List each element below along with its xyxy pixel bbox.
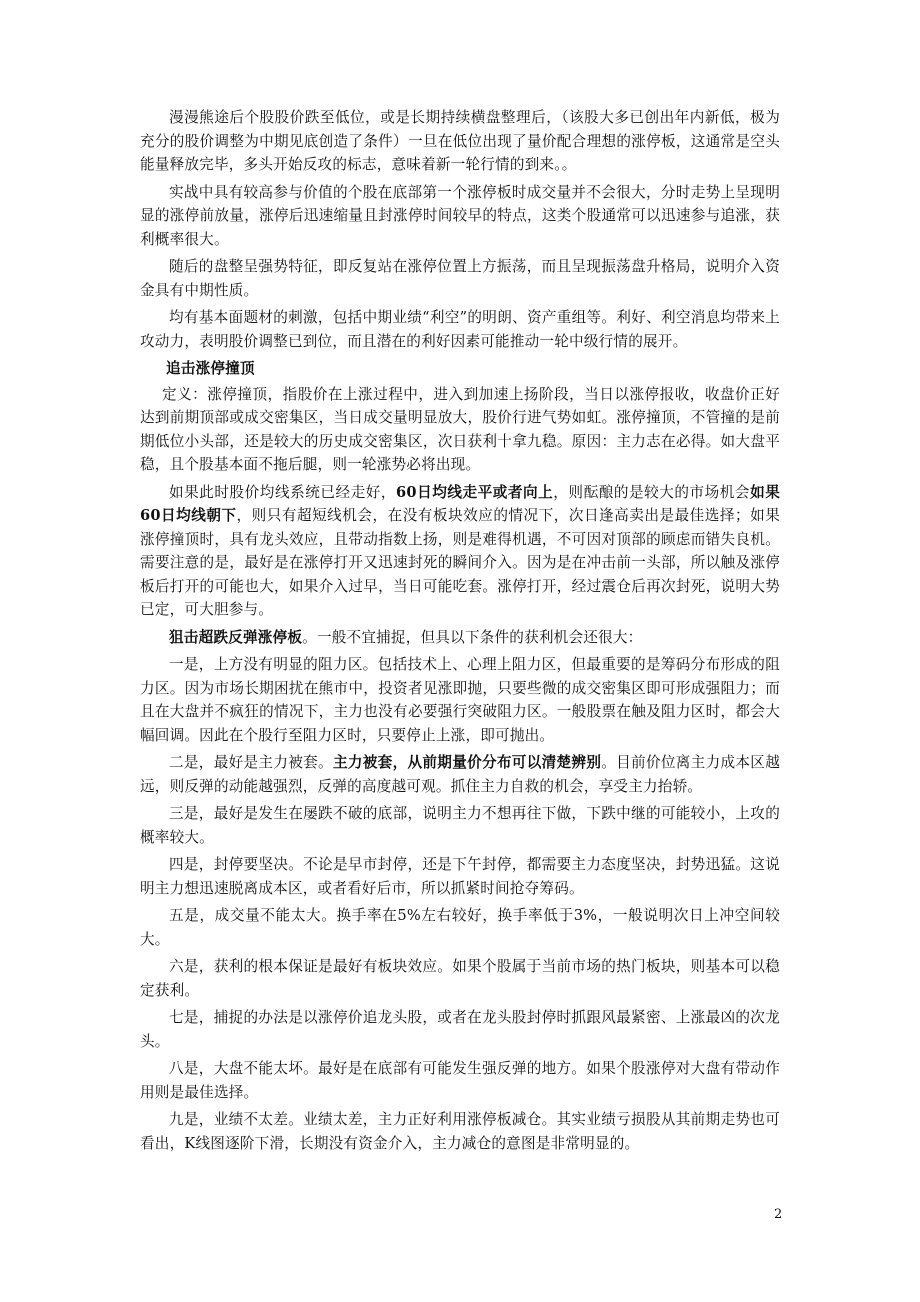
- paragraph-1: 漫漫熊途后个股股价跌至低位，或是长期持续横盘整理后，（该股大多已创出年内新低，极为充分的股价调整为中期见底创造了条件）一旦在低位出现了量价配合理想的涨停板，这通常是空头能量释放完毕，多头开始反攻的标志，意味着新一轮行情的到来。。: [140, 109, 780, 173]
- paragraph-moving-average: [140, 481, 780, 622]
- text-segment: 。目前价位离主力成本区越远，则反弹的动能越强烈，反弹的高度越可观。抓住主力自救的机会，享受主力抬轿。: [140, 754, 780, 795]
- paragraph-condition-6: 六是，获利的根本保证是最好有板块效应。如果个股属于当前市场的热门板块，则基本可以稳定获利。: [140, 958, 780, 999]
- bold-phrase: 主力被套，从前期量价分布可以清楚辨别: [332, 754, 602, 771]
- paragraph-condition-1: 一是，上方没有明显的阻力区。包括技术上、心理上阻力区，但最重要的是筹码分布形成的阻力区。因为市场长期困扰在熊市中，投资者见涨即抛，只要些微的成交密集区即可形成强阻力；而且在大盘并不疯狂的情况下，主力也没有必要强行突破阻力区。一般股票在触及阻力区时，都会大幅回调。因此在个股行至阻力区时，只要停止上涨，即可抛出。: [140, 656, 780, 744]
- paragraph-2: 实战中具有较高参与价值的个股在底部第一个涨停板时成交量并不会很大，分时走势上呈现明显的涨停前放量，涨停后迅速缩量且封涨停时间较早的特点，这类个股通常可以迅速参与追涨，获利概率很大。: [140, 183, 780, 248]
- paragraph-condition-3: 三是，最好是发生在屡跌不破的底部，说明主力不想再往下做，下跌中继的可能较小，上攻的概率较大。: [140, 805, 780, 846]
- paragraph-condition-4: 四是，封停要坚决。不论是早市封停，还是下午封停，都需要主力态度坚决，封势迅猛。这说明主力想迅速脱离成本区，或者看好后市，所以抓紧时间抢夺筹码。: [140, 856, 780, 897]
- paragraph-3: 随后的盘整呈强势特征，即反复站在涨停位置上方振荡，而且呈现振荡盘升格局，说明介入资金具有中期性质。: [140, 258, 780, 299]
- paragraph-condition-5: 五是，成交量不能太大。换手率在5%左右较好，换手率低于3%，一般说明次日上冲空间较大。: [140, 907, 780, 948]
- page-number: 2: [774, 1207, 783, 1222]
- paragraph-condition-2: [140, 751, 780, 798]
- paragraph-condition-7: 七是，捕捉的办法是以涨停价追龙头股，或者在龙头股封停时抓跟风最紧密、上涨最凶的次龙头。: [140, 1009, 780, 1050]
- paragraph-condition-9: 九是，业绩不太差。业绩太差，主力正好利用涨停板减仓。其实业绩亏损股从其前期走势也可看出，K线图逐阶下滑，长期没有资金介入，主力减仓的意图是非常明显的。: [140, 1111, 780, 1152]
- paragraph-oversold-rebound: [140, 626, 780, 650]
- paragraph-definition: 定义：涨停撞顶，指股价在上涨过程中，进入到加速上扬阶段，当日以涨停报收，收盘价正好达到前期顶部或成交密集区，当日成交量明显放大，股价行进气势如虹。涨停撞顶，不管撞的是前期低位小头部，还是较大的历史成交密集区，次日获利十拿九稳。原因：主力志在必得。如大盘平稳，且个股基本面不拖后腿，则一轮涨势必将出现。: [140, 385, 780, 473]
- text-segment: ，则只有超短线机会，在没有板块效应的情况下，次日逢高卖出是最佳选择；如果涨停撞顶时，具有龙头效应，且带动指数上扬，则是难得机遇，不可因对顶部的顾虑而错失良机。需要注意的是，最好是在涨停打开又迅速封死的瞬间介入。因为是在冲击前一头部，所以触及涨停板后打开的可能也大，如果介入过早，当日可能吃套。涨停打开，经过震仓后再次封死，说明大势已定，可大胆参与。: [140, 507, 780, 618]
- text-segment: 二是，最好是主力被套。: [169, 754, 333, 771]
- bold-phrase: 60日均线走平或者向上: [396, 483, 554, 501]
- paragraph-condition-8: 八是，大盘不能太坏。最好是在底部有可能发生强反弹的地方。如果个股涨停对大盘有带动作用则是最佳选择。: [140, 1060, 780, 1101]
- text-segment: ，则酝酿的是较大的市场机会: [553, 483, 751, 501]
- text-segment: 如果此时股价均线系统已经走好，: [169, 483, 397, 501]
- paragraph-4: 均有基本面题材的刺激，包括中期业绩“利空”的明朗、资产重组等。利好、利空消息均带来上攻动力，表明股价调整已到位，而且潜在的利好因素可能推动一轮中级行情的展开。: [140, 309, 780, 350]
- document-body: [140, 106, 780, 1159]
- bold-phrase: 狙击超跌反弹涨停板: [169, 628, 303, 646]
- text-segment: 。一般不宜捕捉，但具以下条件的获利机会还很大：: [302, 628, 643, 646]
- bold-phrase: 如果60日均线朝下: [140, 483, 780, 524]
- section-heading-limit-up-top: 追击涨停撞顶: [166, 360, 255, 377]
